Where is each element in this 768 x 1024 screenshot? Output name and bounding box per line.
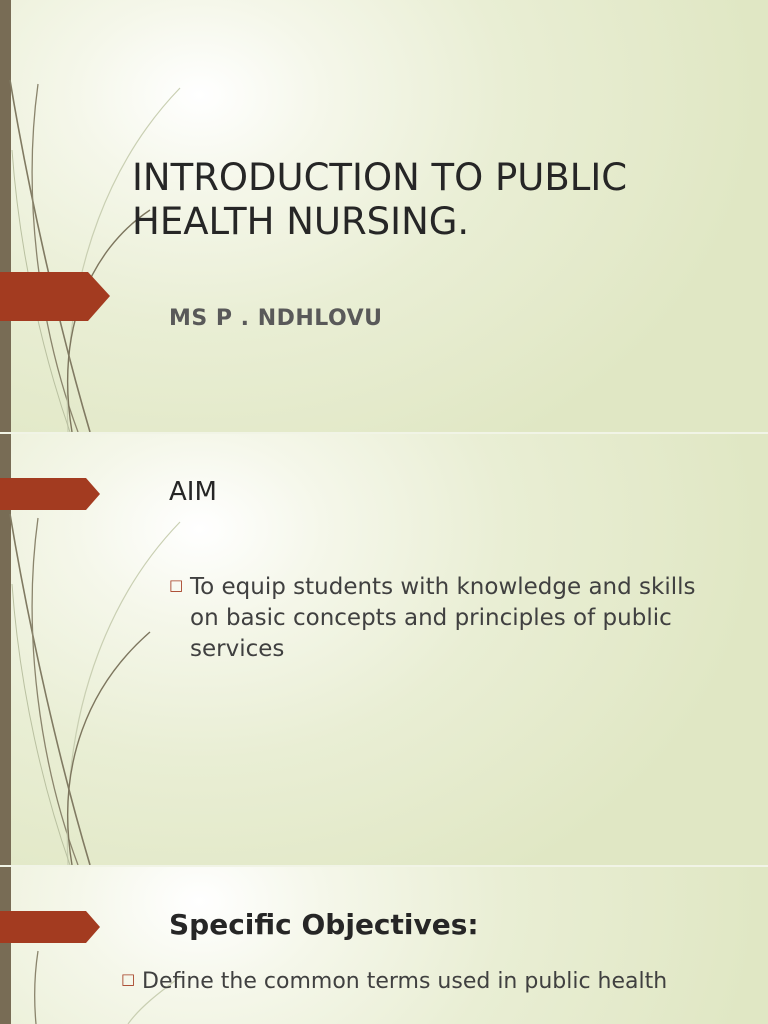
objective-bullet-text: Define the common terms used in public health bbox=[142, 969, 668, 994]
square-outline-bullet-icon: □ bbox=[121, 970, 136, 988]
presentation-title: INTRODUCTION TO PUBLIC HEALTH NURSING. bbox=[132, 156, 628, 243]
aim-bullet-text: To equip students with knowledge and skills on basic concepts and principles of public services bbox=[190, 574, 696, 662]
objective-bullet-item bbox=[121, 968, 681, 996]
square-outline-bullet-icon: □ bbox=[169, 576, 184, 594]
objectives-slide bbox=[0, 867, 768, 1024]
red-tab-marker bbox=[0, 272, 112, 322]
red-tab-marker bbox=[0, 478, 104, 511]
presenter-name: MS P . NDHLOVU bbox=[169, 306, 383, 331]
aim-heading: AIM bbox=[169, 477, 217, 507]
objectives-heading: Specific Objectives: bbox=[169, 908, 479, 941]
red-tab-marker bbox=[0, 911, 104, 944]
title-slide bbox=[0, 0, 768, 432]
aim-bullet-item bbox=[169, 572, 729, 665]
decorative-swirl-lines bbox=[0, 867, 200, 1024]
